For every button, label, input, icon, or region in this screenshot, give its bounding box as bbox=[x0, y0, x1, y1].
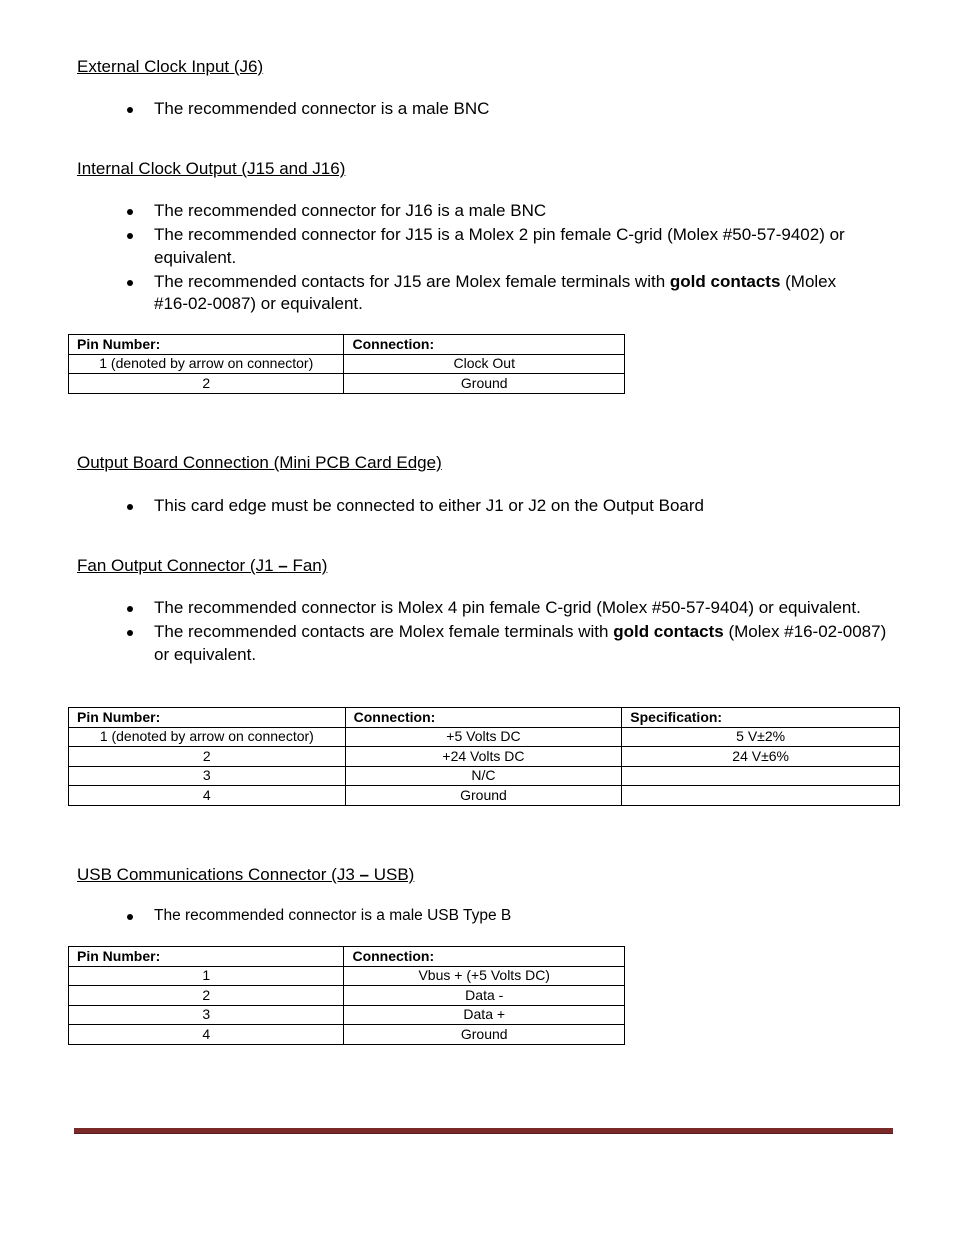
table-header-row: Pin Number: Connection: Specification: bbox=[69, 708, 900, 728]
table-row: 2 +24 Volts DC 24 V±6% bbox=[69, 747, 900, 767]
table-row: 1 (denoted by arrow on connector) +5 Volts DC 5 V±2% bbox=[69, 727, 900, 747]
bullet-icon bbox=[127, 504, 133, 510]
table-row: 3 Data + bbox=[69, 1005, 625, 1025]
table-header-row: Pin Number: Connection: bbox=[69, 335, 625, 355]
pin-table-usb bbox=[68, 946, 625, 1045]
table-row: 3 N/C bbox=[69, 766, 900, 786]
bullet-icon bbox=[127, 914, 133, 920]
pin-table-j15 bbox=[68, 334, 625, 394]
list-item: The recommended connector for J15 is a Molex 2 pin female C-grid (Molex #50-57-9402) or equivalent. bbox=[0, 224, 870, 269]
section-heading-usb: USB Communications Connector (J3 – USB) bbox=[77, 865, 415, 884]
list-item: The recommended connector is a male BNC bbox=[0, 98, 489, 121]
list-item: The recommended contacts for J15 are Molex female terminals with gold contacts (Molex #16-02-0087) or equivalent. bbox=[0, 271, 870, 316]
bullet-list bbox=[0, 200, 870, 317]
bullet-list bbox=[0, 905, 511, 929]
section-heading-fan-output: Fan Output Connector (J1 – Fan) bbox=[77, 556, 328, 575]
bullet-icon bbox=[127, 630, 133, 636]
table-row: 1 (denoted by arrow on connector) Clock Out bbox=[69, 354, 625, 374]
bullet-list bbox=[0, 597, 890, 668]
list-item: The recommended connector for J16 is a male BNC bbox=[0, 200, 870, 223]
table-row: 2 Ground bbox=[69, 374, 625, 394]
list-item: The recommended connector is Molex 4 pin female C-grid (Molex #50-57-9404) or equivalent. bbox=[0, 597, 890, 620]
footer-rule bbox=[74, 1128, 893, 1134]
table-row: 2 Data - bbox=[69, 986, 625, 1006]
bullet-icon bbox=[127, 209, 133, 215]
pin-table-fan bbox=[68, 707, 900, 806]
bullet-list bbox=[0, 495, 704, 519]
section-heading-internal-clock: Internal Clock Output (J15 and J16) bbox=[77, 159, 346, 178]
bullet-icon bbox=[127, 107, 133, 113]
bullet-icon bbox=[127, 233, 133, 239]
table-row: 4 Ground bbox=[69, 1025, 625, 1045]
list-item: This card edge must be connected to either J1 or J2 on the Output Board bbox=[0, 495, 704, 518]
bullet-icon bbox=[127, 606, 133, 612]
list-item: The recommended contacts are Molex female terminals with gold contacts (Molex #16-02-0087) or equivalent. bbox=[0, 621, 890, 666]
table-row: 4 Ground bbox=[69, 786, 900, 806]
list-item: The recommended connector is a male USB Type B bbox=[0, 905, 511, 928]
bullet-list bbox=[0, 98, 489, 122]
table-header-row: Pin Number: Connection: bbox=[69, 947, 625, 967]
bullet-icon bbox=[127, 280, 133, 286]
section-heading-external-clock: External Clock Input (J6) bbox=[77, 57, 264, 76]
section-heading-output-board: Output Board Connection (Mini PCB Card Edge) bbox=[77, 453, 442, 472]
table-row: 1 Vbus + (+5 Volts DC) bbox=[69, 966, 625, 986]
